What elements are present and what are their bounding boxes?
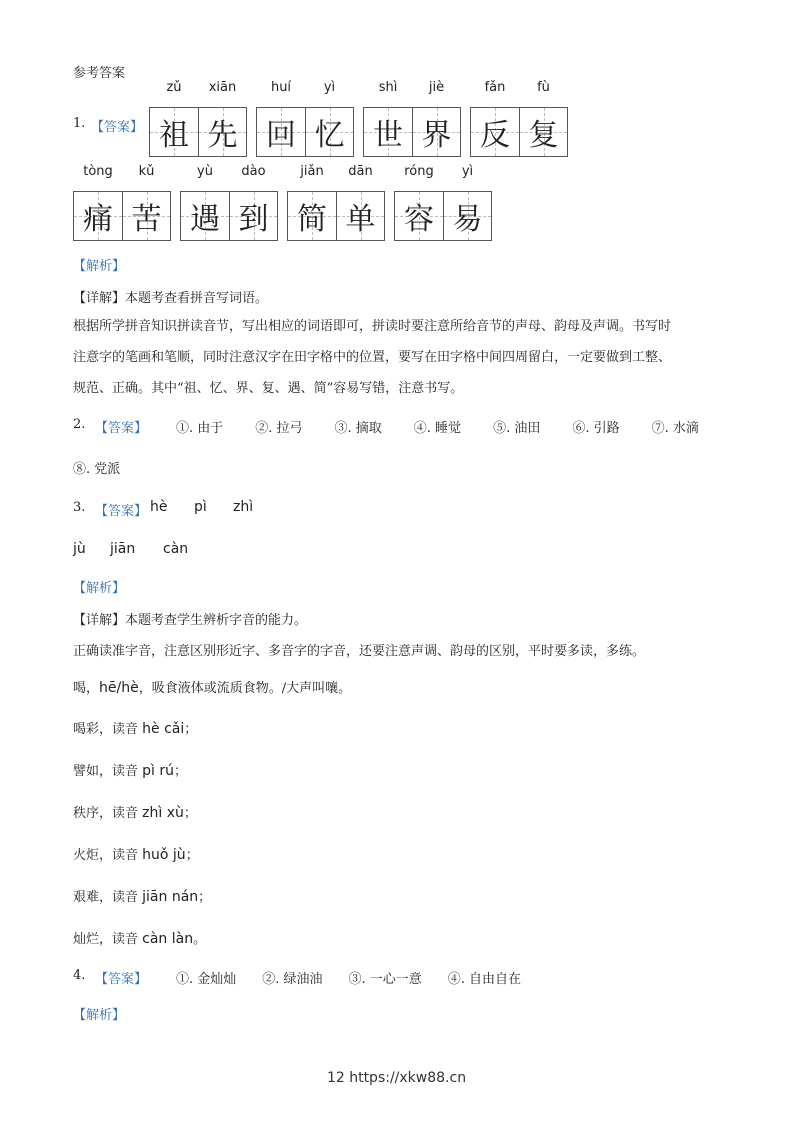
reading-word: 艰难，读音 xyxy=(73,890,139,905)
q2-option-last: ⑧. 党派 xyxy=(73,462,121,477)
q4-answer-tag: 【答案】 xyxy=(95,972,148,987)
q1-explanation-line: 根据所学拼音知识拼读音节，写出相应的词语即可，拼读时要注意所给音节的声母、韵母及声调。书写时 xyxy=(73,319,672,334)
tianzige-cell xyxy=(257,80,305,156)
section-header: 参考答案 xyxy=(73,66,126,81)
reading-end: ； xyxy=(185,848,199,863)
pinyin-label: dào xyxy=(241,164,266,179)
tianzige-cell xyxy=(519,80,567,156)
reading-word: 火炬，读音 xyxy=(73,848,139,863)
q3-pinyin: jiān xyxy=(110,541,136,557)
pinyin-label: tòng xyxy=(83,164,113,179)
reading-end: 。 xyxy=(193,932,207,947)
tianzige-cell xyxy=(122,164,170,240)
tianzige-cell xyxy=(198,80,246,156)
q1-grid-row-1 xyxy=(149,80,577,157)
q3-pinyin: hè xyxy=(150,499,168,515)
pinyin-label: yì xyxy=(323,80,336,95)
q1-number: 1. xyxy=(73,116,86,131)
pinyin-label: jiè xyxy=(428,80,445,95)
tianzige-cell xyxy=(150,80,198,156)
q2-option: ⑤. 油田 xyxy=(493,421,541,436)
q2-options xyxy=(176,417,699,436)
q2-answer-tag: 【答案】 xyxy=(95,421,148,436)
pinyin-label: zǔ xyxy=(166,80,182,95)
reading-word: 秩序，读音 xyxy=(73,806,139,821)
q4-number: 4. xyxy=(73,968,86,983)
q2-option: ②. 拉弓 xyxy=(255,421,303,436)
tianzige-word xyxy=(363,80,461,157)
q3-pinyin: jù xyxy=(73,541,86,557)
tianzige-cell xyxy=(181,164,229,240)
hanzi-char: 复 xyxy=(528,118,559,153)
hanzi-char: 苦 xyxy=(131,202,162,237)
q3-reading xyxy=(73,928,206,947)
reading-word: 喝彩，读音 xyxy=(73,722,139,737)
hanzi-char: 简 xyxy=(297,202,327,237)
hanzi-char: 易 xyxy=(452,202,483,237)
q3-reading xyxy=(73,802,197,821)
q3-he-suffix: ，吸食液体或流质食物。/大声叫嚷。 xyxy=(138,681,352,696)
tianzige-word xyxy=(149,80,247,157)
q3-answer-tag: 【答案】 xyxy=(95,504,148,519)
q3-he-line xyxy=(73,677,351,696)
pinyin-label: huí xyxy=(270,80,292,95)
tianzige-word xyxy=(73,164,171,241)
q1-grid-row-2 xyxy=(73,164,501,241)
q4-options xyxy=(176,968,521,987)
hanzi-char: 痛 xyxy=(83,202,113,237)
reading-end: ； xyxy=(183,806,197,821)
tianzige-cell xyxy=(288,164,336,240)
q2-number: 2. xyxy=(73,417,86,432)
q3-pinyin: càn xyxy=(163,541,189,557)
pinyin-label: kǔ xyxy=(138,164,155,179)
reading-pinyin: huǒ jù xyxy=(142,847,186,863)
hanzi-char: 祖 xyxy=(159,118,189,153)
q3-analysis-tag: 【解析】 xyxy=(73,581,126,596)
q3-reading xyxy=(73,886,211,905)
q3-reading xyxy=(73,844,199,863)
reading-pinyin: hè cǎi xyxy=(142,721,185,737)
q2-option: ⑦. 水滴 xyxy=(651,421,699,436)
hanzi-char: 遇 xyxy=(190,202,220,237)
q1-explanation-line: 注意字的笔画和笔顺，同时注意汉字在田字格中的位置，要写在田字格中间四周留白，一定要做到工整、 xyxy=(73,350,672,365)
tianzige-cell xyxy=(471,80,519,156)
tianzige-word xyxy=(394,164,492,241)
tianzige-cell xyxy=(364,80,412,156)
pinyin-label: róng xyxy=(404,164,434,179)
q3-pinyin: zhì xyxy=(233,499,254,515)
pinyin-label: jiǎn xyxy=(300,164,324,179)
tianzige-cell xyxy=(412,80,460,156)
q3-number: 3. xyxy=(73,500,86,515)
hanzi-char: 界 xyxy=(421,118,452,153)
tianzige-cell xyxy=(229,164,277,240)
hanzi-char: 反 xyxy=(480,118,510,153)
q1-detail: 【详解】本题考查看拼音写词语。 xyxy=(73,291,269,306)
q3-he-pinyin: hē/hè xyxy=(99,680,139,696)
reading-pinyin: jiān nán xyxy=(142,889,199,905)
q3-pinyin: pì xyxy=(194,499,207,515)
q3-he-prefix: 喝， xyxy=(73,681,100,696)
tianzige-word xyxy=(470,80,568,157)
reading-end: ； xyxy=(184,722,198,737)
hanzi-char: 先 xyxy=(207,118,238,153)
hanzi-char: 容 xyxy=(404,202,434,237)
tianzige-cell xyxy=(395,164,443,240)
tianzige-word xyxy=(287,164,385,241)
pinyin-label: xiān xyxy=(208,80,237,95)
q1-explanation-line: 规范、正确。其中“祖、忆、界、复、遇、简”容易写错，注意书写。 xyxy=(73,381,464,396)
q2-option: ①. 由于 xyxy=(176,421,224,436)
q4-option: ①. 金灿灿 xyxy=(176,972,237,987)
hanzi-char: 忆 xyxy=(314,118,345,153)
page-footer: 12 https://xkw88.cn xyxy=(326,1070,467,1086)
reading-end: ； xyxy=(174,764,188,779)
tianzige-cell xyxy=(336,164,384,240)
pinyin-label: dān xyxy=(348,164,373,179)
reading-pinyin: càn làn xyxy=(142,931,194,947)
q4-option: ④. 自由自在 xyxy=(447,972,522,987)
hanzi-char: 回 xyxy=(266,118,296,153)
tianzige-word xyxy=(256,80,354,157)
tianzige-word xyxy=(180,164,278,241)
q2-option: ③. 摘取 xyxy=(334,421,382,436)
reading-pinyin: zhì xù xyxy=(142,805,184,821)
tianzige-cell xyxy=(443,164,491,240)
pinyin-label: fù xyxy=(537,80,550,95)
q4-analysis-tag: 【解析】 xyxy=(73,1008,126,1023)
hanzi-char: 到 xyxy=(238,202,269,237)
tianzige-cell xyxy=(305,80,353,156)
reading-pinyin: pì rú xyxy=(142,763,175,779)
q2-option: ④. 睡觉 xyxy=(413,421,462,436)
reading-word: 灿烂，读音 xyxy=(73,932,139,947)
q3-reading xyxy=(73,718,197,737)
reading-word: 譬如，读音 xyxy=(73,764,139,779)
q3-detail: 【详解】本题考查学生辨析字音的能力。 xyxy=(73,613,308,628)
q4-option: ③. 一心一意 xyxy=(348,972,422,987)
pinyin-label: yì xyxy=(461,164,474,179)
tianzige-cell xyxy=(74,164,122,240)
pinyin-label: yù xyxy=(197,164,213,179)
q4-option: ②. 绿油油 xyxy=(262,972,323,987)
q3-explanation: 正确读准字音，注意区别形近字、多音字的字音，还要注意声调、韵母的区别，平时要多读，多练。 xyxy=(73,644,646,659)
reading-end: ； xyxy=(198,890,212,905)
q3-reading xyxy=(73,760,187,779)
q2-option: ⑥. 引路 xyxy=(572,421,620,436)
q1-explanation xyxy=(73,311,723,404)
q1-answer-tag: 【答案】 xyxy=(91,120,144,135)
hanzi-char: 世 xyxy=(373,118,403,153)
pinyin-label: fǎn xyxy=(484,80,506,95)
q1-analysis-tag: 【解析】 xyxy=(73,259,126,274)
pinyin-label: shì xyxy=(378,80,398,95)
hanzi-char: 单 xyxy=(345,202,376,237)
